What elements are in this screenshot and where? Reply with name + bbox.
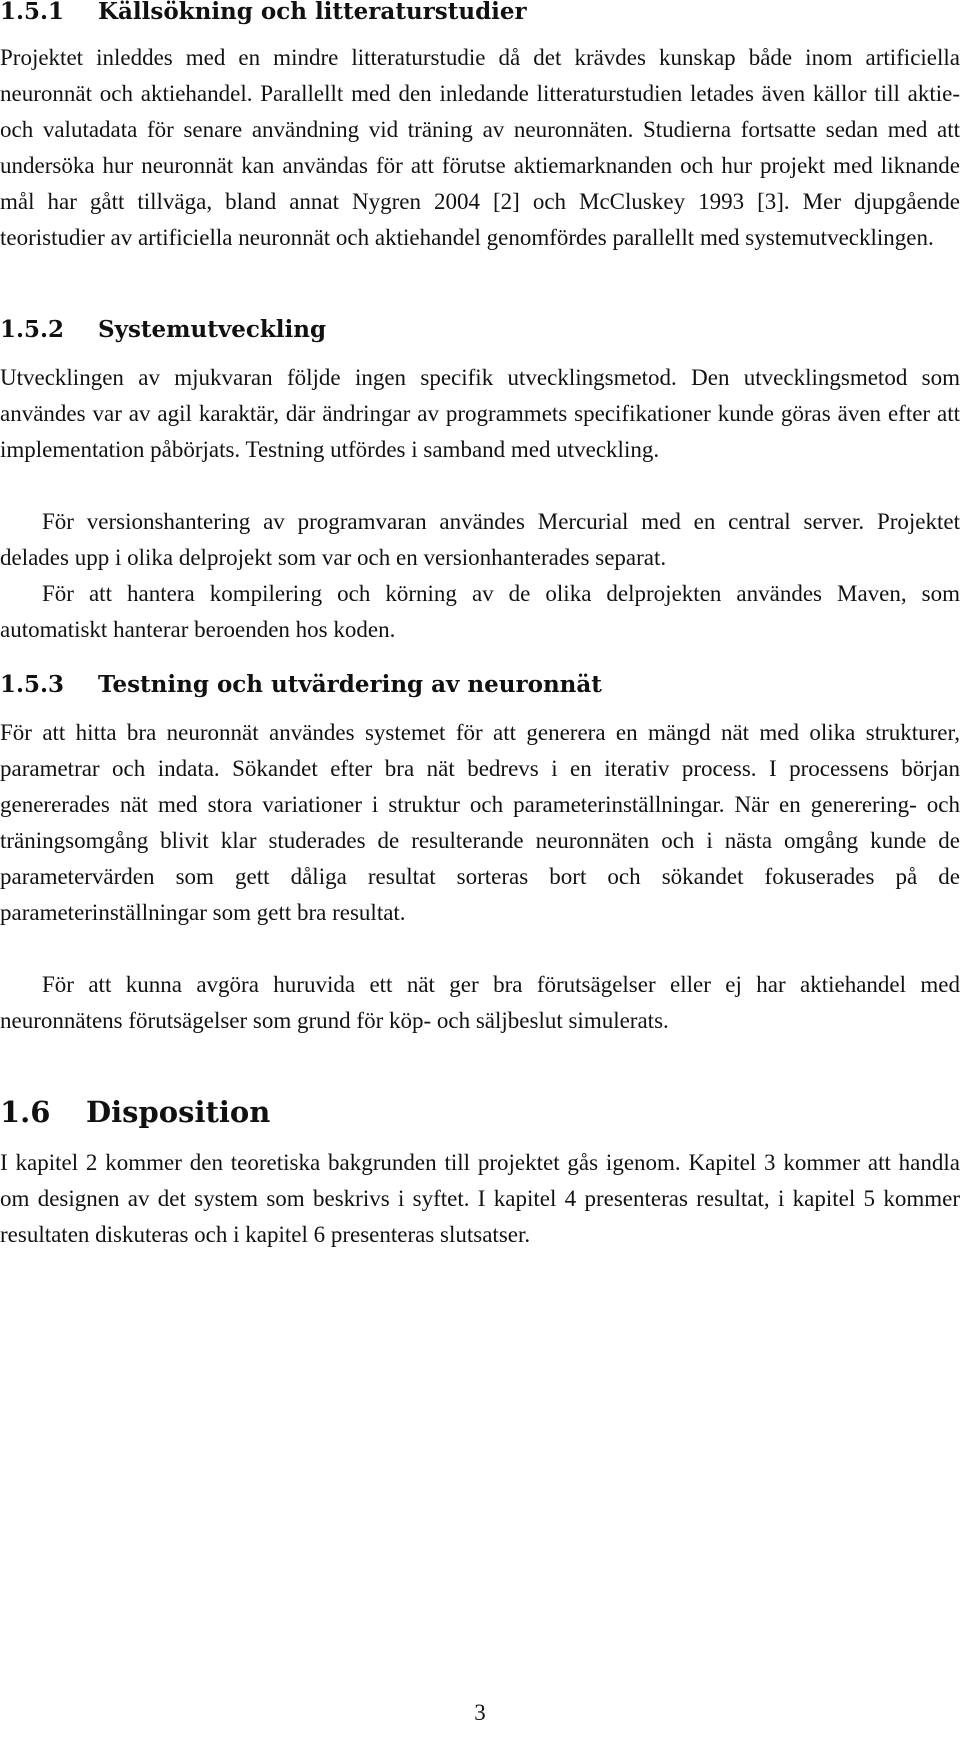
section-number: 1.5.2 (0, 316, 65, 343)
paragraph-aktiehandel-simulering: För att kunna avgöra huruvida ett nät ger bra förutsägelser eller ej har aktiehandel med neuronnätens förutsägelser som grund för köp- och säljbeslut simulerats. (0, 972, 960, 1033)
paragraph-versionshantering: För versionshantering av programvaran användes Mercurial med en central server. Projektet delades upp i olika delprojekt som var och en versionhanterades separat. (0, 509, 960, 570)
paragraph-systemutveckling-metod: Utvecklingen av mjukvaran följde ingen specifik utvecklingsmetod. Den utvecklingsmetod som användes var av agil karaktär, där ändringar av programmets specifikationer kunde göras även efter att implementation påbörjats. Testning utfördes i samband med utveckling. (0, 365, 960, 462)
section-number: 1.5.3 (0, 671, 65, 698)
page-number: 3 (474, 1700, 486, 1725)
section-heading-1-5-1 (0, 0, 527, 27)
section-heading-1-5-2 (0, 315, 326, 345)
paragraph-litteraturstudier: Projektet inleddes med en mindre litteraturstudie då det krävdes kunskap både inom artificiella neuronnät och aktiehandel. Parallellt med den inledande litteraturstudien letades även källor till aktie- och valutadata för senare användning vid träning av neuronnäten. Studierna fortsatte sedan med att undersöka hur neuronnät kan användas för att förutse aktiemarknanden och hur projekt med liknande mål har gått tillväga, bland annat Nygren 2004 [2] och McCluskey 1993 [3]. Mer djupgående teoristudier av artificiella neuronnät och aktiehandel genomfördes parallellt med systemutvecklingen. (0, 45, 960, 250)
section-title: Systemutveckling (98, 316, 327, 343)
paragraph-disposition: I kapitel 2 kommer den teoretiska bakgrunden till projektet gås igenom. Kapitel 3 kommer att handla om designen av det system som beskrivs i syftet. I kapitel 4 presenteras resultat, i kapitel 5 kommer resultaten diskuteras och i kapitel 6 presenteras slutsatser. (0, 1150, 960, 1247)
section-title: Disposition (86, 1095, 271, 1129)
section-number: 1.6 (0, 1095, 51, 1129)
section-number: 1.5.1 (0, 0, 65, 25)
section-heading-1-6 (0, 1094, 270, 1130)
section-title: Källsökning och litteraturstudier (98, 0, 527, 25)
paragraph-neuronnat-sokning: För att hitta bra neuronnät användes systemet för att generera en mängd nät med olika strukturer, parametrar och indata. Sökandet efter bra nät bedrevs i en iterativ process. I processens början genererades nät med stora variationer i struktur och parameterinställningar. När en generering- och träningsomgång blivit klar studerades de resulterande neuronnäten och i nästa omgång kunde de parametervärden som gett dåliga resultat sorteras bort och sökandet fokuserades på de parameterinställningar som gett bra resultat. (0, 720, 960, 925)
section-heading-1-5-3 (0, 670, 602, 700)
paragraph-maven: För att hantera kompilering och körning av de olika delprojekten användes Maven, som automatiskt hanterar beroenden hos koden. (0, 581, 960, 642)
section-title: Testning och utvärdering av neuronnät (98, 671, 602, 698)
